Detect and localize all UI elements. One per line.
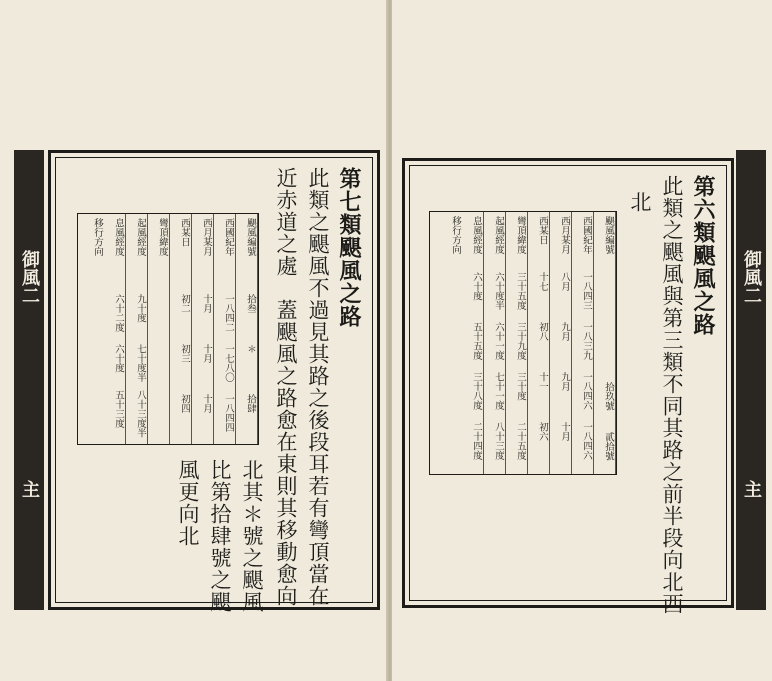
page-edge-stack [14, 150, 44, 610]
table-cell: 二十四度 [471, 422, 482, 460]
table-cell: 十月 [201, 344, 212, 363]
table-header: 起風經度 [493, 216, 504, 254]
table-column [550, 212, 572, 474]
right-text-frame [402, 158, 734, 615]
table-header: 西國紀年 [581, 216, 592, 254]
table-column [78, 214, 104, 444]
table-cell: 初六 [537, 422, 548, 441]
table-cell: 十七 [537, 272, 548, 291]
left-text-frame [48, 150, 380, 613]
table-column [170, 214, 192, 444]
table-cell: 初二 [179, 294, 190, 313]
table-column [506, 212, 528, 474]
margin-page-number: 主 [19, 480, 40, 498]
table-column [104, 214, 126, 444]
table-header: 彎頂緯度 [157, 218, 168, 256]
table-cell: 九月 [559, 322, 570, 341]
table-cell: 六十度 [471, 272, 482, 301]
table-column [430, 212, 462, 474]
table-column [192, 214, 214, 444]
table-column [126, 214, 148, 444]
table-cell: 六十二度 [113, 294, 124, 332]
table-header: 西國紀年 [223, 218, 234, 256]
table-cell: 初八 [537, 322, 548, 341]
table-cell: 貳拾號 [603, 432, 614, 461]
margin-title: 御風二 [19, 250, 40, 304]
table-column [236, 214, 258, 444]
body-column-1: 此類之颶風不過見其路之後段耳若有彎頂當在 [306, 167, 330, 607]
table-cell: 六十度半 [493, 272, 504, 310]
table-header: 起風經度 [135, 218, 146, 256]
cyclone-table-right [429, 211, 617, 475]
table-column [484, 212, 506, 474]
table-cell: 七十一度 [493, 372, 504, 410]
table-column [214, 214, 236, 444]
table-column [528, 212, 550, 474]
table-header: 息風經度 [471, 216, 482, 254]
table-column [148, 214, 170, 444]
table-header: 颶風編號 [603, 216, 614, 254]
table-cell: 六十一度 [493, 322, 504, 360]
table-cell: 十一 [537, 372, 548, 391]
right-page [392, 0, 772, 681]
table-cell: 拾玖號 [603, 382, 614, 411]
table-header: 西某日 [179, 218, 190, 247]
table-header: 颶風編號 [245, 218, 256, 256]
body-column-2: 近赤道之處 蓋颶風之路愈在東則其移動愈向 [274, 167, 298, 607]
table-cell: 三十五度 [515, 272, 526, 310]
margin-page-number: 主 [741, 480, 762, 498]
table-header: 西月某月 [559, 216, 570, 254]
section-heading: 第七類颶風之路 [336, 167, 362, 328]
table-cell: 十月 [201, 394, 212, 413]
table-cell: 八月 [559, 272, 570, 291]
margin-title: 御風二 [741, 250, 762, 304]
table-cell: 一八三九 [581, 322, 592, 360]
table-column [572, 212, 594, 474]
table-cell: 一八四二 [223, 294, 234, 332]
table-cell: ＊ [245, 344, 256, 354]
table-cell: 拾叁 [245, 294, 256, 313]
table-cell: 初三 [179, 344, 190, 363]
table-header: 彎頂緯度 [515, 216, 526, 254]
table-column [594, 212, 616, 474]
table-cell: 一八四六 [581, 372, 592, 410]
table-cell: 八十三度半 [135, 390, 146, 438]
body-column-5: 風更向北 [176, 459, 200, 547]
table-cell: 九月 [559, 372, 570, 391]
body-column-4: 比第拾肆號之颶 [208, 459, 232, 613]
table-header: 西月某月 [201, 218, 212, 256]
table-cell: 七十度半 [135, 344, 146, 382]
table-cell: 一八四六 [581, 422, 592, 460]
table-cell: 八十三度 [493, 422, 504, 460]
table-column [462, 212, 484, 474]
table-cell: 三十九度 [515, 322, 526, 360]
table-cell: 五十三度 [113, 390, 124, 428]
table-header: 西某日 [537, 216, 548, 245]
table-cell: 六十度 [113, 344, 124, 373]
table-cell: 五十五度 [471, 322, 482, 360]
cyclone-table-left [77, 213, 259, 445]
table-cell: 一八四四 [223, 394, 234, 432]
table-cell: 十月 [559, 422, 570, 441]
table-header: 移行方向 [450, 216, 461, 254]
table-cell: 一八四三 [581, 272, 592, 310]
table-header: 息風經度 [113, 218, 124, 256]
body-column-3: 北其＊號之颶風 [240, 459, 264, 613]
table-header: 移行方向 [92, 218, 103, 256]
table-cell: 拾肆 [245, 394, 256, 413]
table-cell: 二十五度 [515, 422, 526, 460]
body-column-2: 北 [628, 191, 652, 213]
table-cell: 十月 [201, 294, 212, 313]
table-cell: 九十度 [135, 294, 146, 323]
table-cell: 一七八〇 [223, 344, 234, 382]
table-cell: 三十度 [515, 372, 526, 401]
table-cell: 三十八度 [471, 372, 482, 410]
page-edge-stack [736, 150, 766, 610]
table-cell: 初四 [179, 394, 190, 413]
body-column-1: 此類之颶風與第三類不同其路之前半段向北西 [660, 175, 684, 615]
section-heading: 第六類颶風之路 [690, 175, 716, 336]
